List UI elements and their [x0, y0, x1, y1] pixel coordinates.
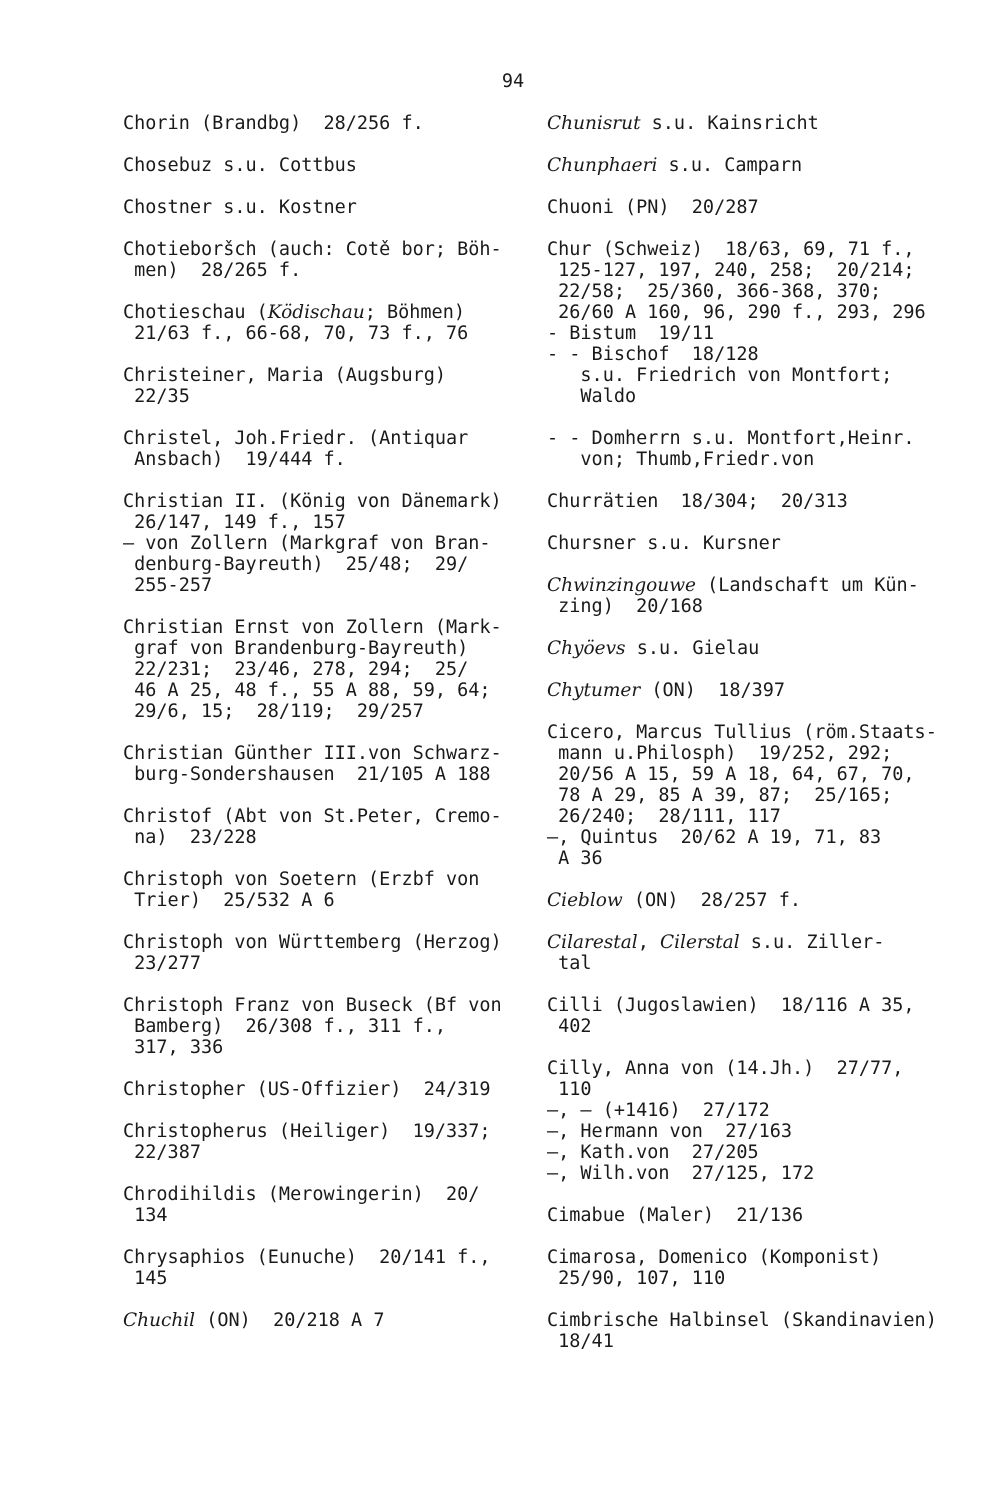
entry-line: — von Zollern (Markgraf von Bran- [123, 533, 491, 554]
index-entry [123, 239, 503, 281]
entry-gap [547, 911, 947, 932]
index-entry [123, 995, 503, 1058]
entry-line: Chuoni (PN) 20/287 [547, 197, 759, 218]
entry-line: 145 [123, 1268, 168, 1289]
entry-line: Chotieboršch (auch: Cotě bor; Böh- [123, 239, 502, 260]
entry-line: 22/231; 23/46, 278, 294; 25/ [123, 659, 469, 680]
index-entry [123, 743, 503, 785]
entry-line: Bamberg) 26/308 f., 311 f., [123, 1016, 447, 1037]
index-entry [547, 1310, 947, 1352]
entry-line: Churrätien 18/304; 20/313 [547, 491, 848, 512]
entry-gap [123, 1163, 503, 1184]
index-entry [547, 533, 947, 554]
entry-line: s.u. Friedrich von Montfort; [547, 365, 893, 386]
index-entry [547, 197, 947, 218]
entry-line: zing) 20/168 [547, 596, 703, 617]
entry-line: Christopher (US-Offizier) 24/319 [123, 1079, 491, 1100]
index-entry [123, 806, 503, 848]
index-entry [123, 1079, 503, 1100]
entry-gap [547, 1184, 947, 1205]
entry-gap [547, 869, 947, 890]
entry-gap [547, 617, 947, 638]
entry-line: Chunisrut s.u. Kainsricht [547, 113, 819, 134]
entry-line: Cimarosa, Domenico (Komponist) [547, 1247, 882, 1268]
entry-line: Cilarestal, Cilerstal s.u. Ziller- [547, 932, 885, 953]
entry-line: 26/60 A 160, 96, 290 f., 293, 296 [547, 302, 926, 323]
index-entry [123, 155, 503, 176]
entry-line: 20/56 A 15, 59 A 18, 64, 67, 70, [547, 764, 915, 785]
entry-line: Chosebuz s.u. Cottbus [123, 155, 357, 176]
entry-line: Christian II. (König von Dänemark) [123, 491, 502, 512]
entry-line: 255-257 [123, 575, 213, 596]
entry-line: Chuchil (ON) 20/218 A 7 [123, 1310, 385, 1331]
entry-line: 22/35 [123, 386, 190, 407]
entry-line: Chytumer (ON) 18/397 [547, 680, 786, 701]
index-entry [547, 575, 947, 617]
entry-gap [123, 134, 503, 155]
index-entry [547, 638, 947, 659]
index-entry [547, 239, 947, 407]
entry-gap [547, 1226, 947, 1247]
entry-gap [123, 1058, 503, 1079]
entry-line: - - Bischof 18/128 [547, 344, 759, 365]
entry-line: —, Hermann von 27/163 [547, 1121, 793, 1142]
entry-line: Cieblow (ON) 28/257 f. [547, 890, 801, 911]
entry-line: Christian Günther III.von Schwarz- [123, 743, 502, 764]
index-entry [123, 302, 503, 344]
entry-line: Christof (Abt von St.Peter, Cremo- [123, 806, 502, 827]
entry-gap [123, 596, 503, 617]
entry-line: tal [547, 953, 592, 974]
entry-line: Chrodihildis (Merowingerin) 20/ [123, 1184, 480, 1205]
entry-gap [547, 1289, 947, 1310]
index-entry [547, 428, 947, 470]
entry-line: 134 [123, 1205, 168, 1226]
index-entry [547, 722, 947, 869]
index-entry [547, 995, 947, 1037]
entry-gap [547, 512, 947, 533]
entry-line: Trier) 25/532 A 6 [123, 890, 335, 911]
entry-gap [547, 701, 947, 722]
entry-line: burg-Sondershausen 21/105 A 188 [123, 764, 491, 785]
entry-gap [123, 1100, 503, 1121]
entry-line: Christel, Joh.Friedr. (Antiquar [123, 428, 469, 449]
right-column [547, 113, 947, 1352]
index-entry [547, 155, 947, 176]
entry-line: men) 28/265 f. [123, 260, 302, 281]
entry-line: Christoph von Soetern (Erzbf von [123, 869, 480, 890]
entry-line: Christeiner, Maria (Augsburg) [123, 365, 447, 386]
entry-line: Ansbach) 19/444 f. [123, 449, 346, 470]
index-entry [123, 197, 503, 218]
entry-gap [547, 470, 947, 491]
entry-line: —, — (+1416) 27/172 [547, 1100, 770, 1121]
index-entry [547, 1247, 947, 1289]
entry-gap [123, 722, 503, 743]
entry-line: 22/387 [123, 1142, 201, 1163]
entry-line: Cilly, Anna von (14.Jh.) 27/77, [547, 1058, 904, 1079]
index-entry [547, 491, 947, 512]
entry-gap [123, 407, 503, 428]
index-entry [123, 1184, 503, 1226]
index-entry [123, 869, 503, 911]
entry-line: 22/58; 25/360, 366-368, 370; [547, 281, 882, 302]
entry-line: 18/41 [547, 1331, 614, 1352]
entry-line: Cimabue (Maler) 21/136 [547, 1205, 804, 1226]
entry-gap [547, 176, 947, 197]
entry-line: von; Thumb,Friedr.von [547, 449, 815, 470]
entry-line: Chostner s.u. Kostner [123, 197, 357, 218]
entry-line: mann u.Philosph) 19/252, 292; [547, 743, 893, 764]
index-entry [547, 890, 947, 911]
entry-gap [123, 1226, 503, 1247]
entry-gap [123, 974, 503, 995]
index-entry [123, 932, 503, 974]
entry-gap [123, 344, 503, 365]
entry-line: 26/147, 149 f., 157 [123, 512, 346, 533]
entry-line: 317, 336 [123, 1037, 224, 1058]
entry-line: na) 23/228 [123, 827, 257, 848]
entry-line: - Bistum 19/11 [547, 323, 715, 344]
index-entry [547, 932, 947, 974]
entry-line: Christoph von Württemberg (Herzog) [123, 932, 502, 953]
entry-line: Christoph Franz von Buseck (Bf von [123, 995, 502, 1016]
index-entry [547, 680, 947, 701]
index-entry [547, 1058, 947, 1184]
index-entry [547, 1205, 947, 1226]
index-entry [123, 428, 503, 470]
entry-line: 29/6, 15; 28/119; 29/257 [123, 701, 424, 722]
entry-line: Chunphaeri s.u. Camparn [547, 155, 803, 176]
entry-line: Chwinzingouwe (Landschaft um Kün- [547, 575, 919, 596]
entry-gap [123, 785, 503, 806]
entry-line: —, Kath.von 27/205 [547, 1142, 759, 1163]
entry-gap [123, 911, 503, 932]
entry-line: graf von Brandenburg-Bayreuth) [123, 638, 469, 659]
entry-gap [123, 1289, 503, 1310]
entry-gap [123, 218, 503, 239]
index-entry [123, 1247, 503, 1289]
entry-line: Cimbrische Halbinsel (Skandinavien) [547, 1310, 937, 1331]
index-entry [123, 113, 503, 134]
entry-gap [547, 134, 947, 155]
entry-line: 26/240; 28/111, 117 [547, 806, 781, 827]
entry-line: Chursner s.u. Kursner [547, 533, 781, 554]
entry-line: 78 A 29, 85 A 39, 87; 25/165; [547, 785, 893, 806]
entry-line: Chur (Schweiz) 18/63, 69, 71 f., [547, 239, 915, 260]
entry-line: 23/277 [123, 953, 201, 974]
entry-gap [123, 176, 503, 197]
index-entry [123, 491, 503, 596]
entry-line: Chrysaphios (Eunuche) 20/141 f., [123, 1247, 491, 1268]
entry-line: 25/90, 107, 110 [547, 1268, 726, 1289]
entry-line: 110 [547, 1079, 592, 1100]
entry-line: denburg-Bayreuth) 25/48; 29/ [123, 554, 469, 575]
entry-line: 21/63 f., 66-68, 70, 73 f., 76 [123, 323, 469, 344]
entry-gap [123, 281, 503, 302]
index-entry [123, 617, 503, 722]
page-number: 94 [501, 71, 525, 92]
entry-line: Chotieschau (Ködischau; Böhmen) [123, 302, 465, 323]
entry-gap [547, 554, 947, 575]
entry-gap [547, 659, 947, 680]
entry-line: Waldo [547, 386, 637, 407]
entry-line: - - Domherrn s.u. Montfort,Heinr. [547, 428, 915, 449]
entry-line: 402 [547, 1016, 592, 1037]
entry-line: —, Wilh.von 27/125, 172 [547, 1163, 815, 1184]
entry-line: Chyöevs s.u. Gielau [547, 638, 760, 659]
entry-gap [547, 1037, 947, 1058]
entry-line: Chorin (Brandbg) 28/256 f. [123, 113, 424, 134]
left-column [123, 113, 503, 1331]
entry-gap [547, 974, 947, 995]
entry-line: 46 A 25, 48 f., 55 A 88, 59, 64; [123, 680, 491, 701]
entry-line: Cicero, Marcus Tullius (röm.Staats- [547, 722, 937, 743]
entry-line: Cilli (Jugoslawien) 18/116 A 35, [547, 995, 915, 1016]
entry-gap [547, 218, 947, 239]
index-entry [123, 365, 503, 407]
entry-gap [123, 470, 503, 491]
entry-gap [547, 407, 947, 428]
entry-line: —, Quintus 20/62 A 19, 71, 83 [547, 827, 882, 848]
entry-line: Christopherus (Heiliger) 19/337; [123, 1121, 491, 1142]
entry-gap [123, 848, 503, 869]
index-entry [547, 113, 947, 134]
entry-line: 125-127, 197, 240, 258; 20/214; [547, 260, 915, 281]
index-entry [123, 1310, 503, 1331]
index-entry [123, 1121, 503, 1163]
entry-line: Christian Ernst von Zollern (Mark- [123, 617, 502, 638]
entry-line: A 36 [547, 848, 603, 869]
